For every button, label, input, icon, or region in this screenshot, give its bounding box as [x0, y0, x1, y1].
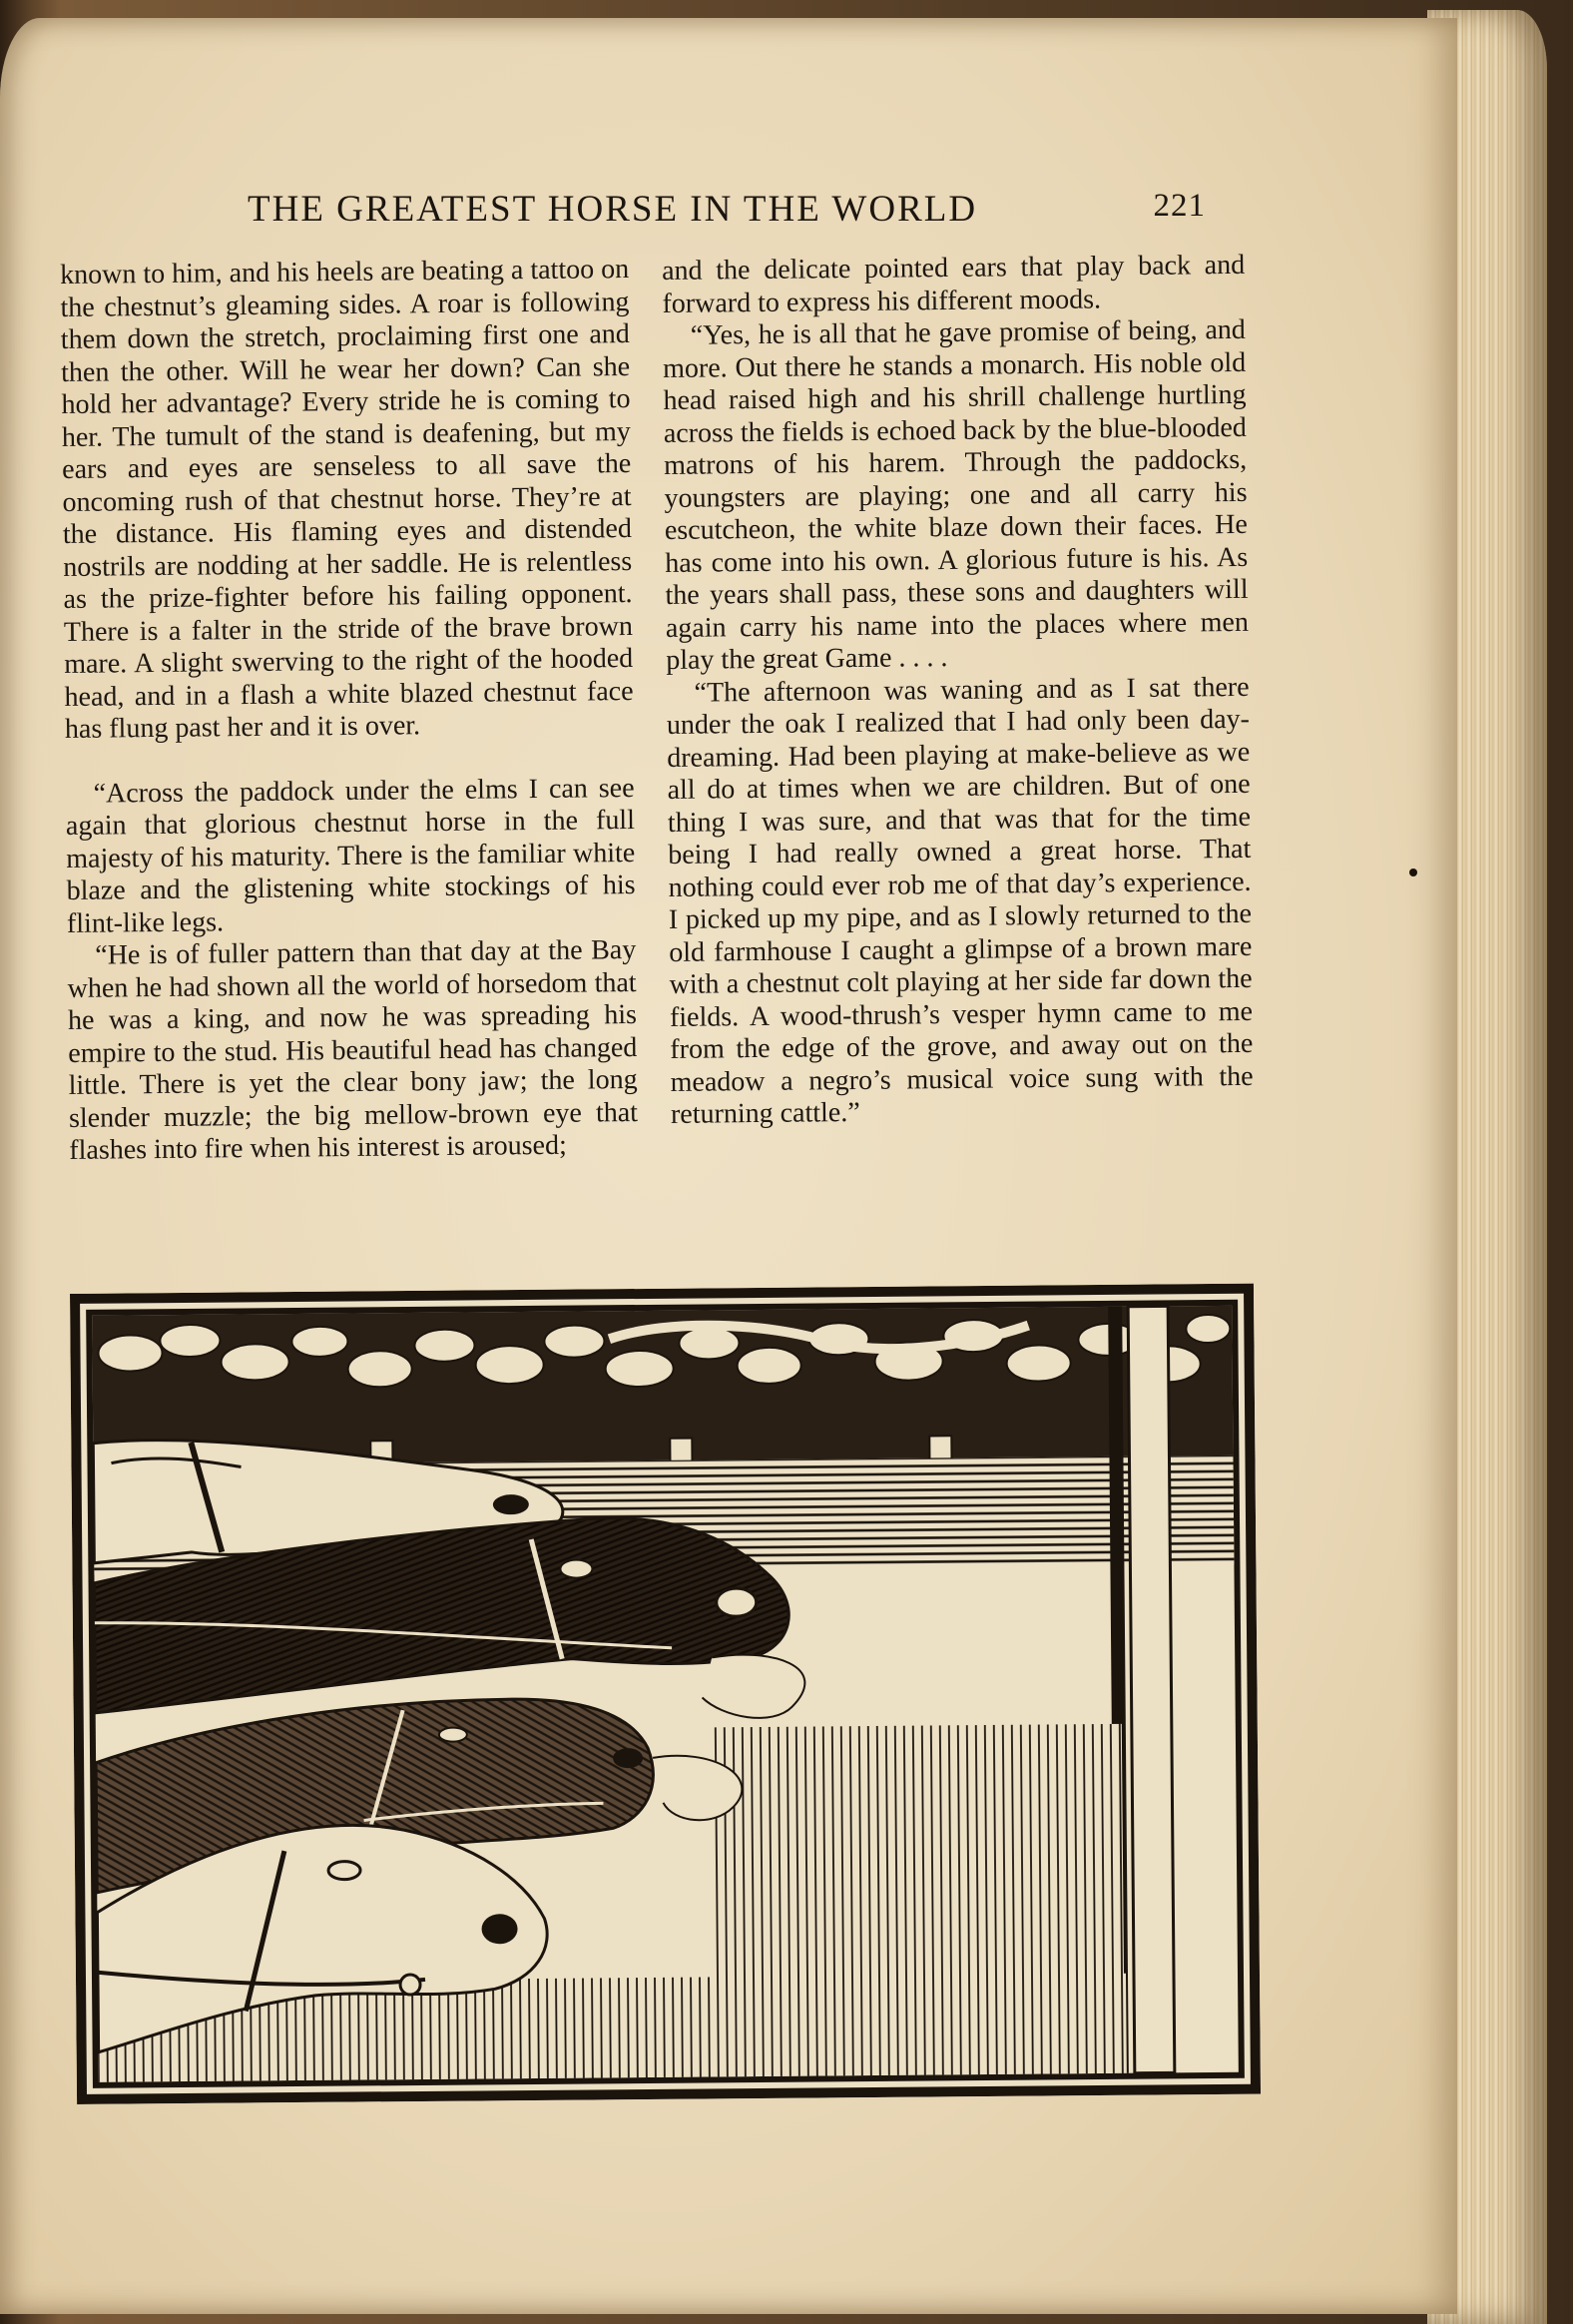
tree-canopy: [92, 1306, 1233, 1465]
left-column: [60, 254, 638, 1167]
book-page: [0, 18, 1457, 2314]
paragraph: “He is of fuller pattern than that day at the Bay when he had shown all the world of horsedom that he was a king, and now he was spreading his empire to the stud. His beautiful head has changed little. There is yet the clear bony jaw; the long slender muzzle; the big mellow-brown eye that flashes into fire when his interest is aroused;: [67, 933, 639, 1166]
paragraph: and the delicate pointed ears that play back and forward to express his different moods.: [662, 249, 1246, 319]
paragraph: “Across the paddock under the elms I can see again that glorious chestnut horse in the full majesty of his maturity. There is the familiar white blaze and the glistening white stockings of his flint-like legs.: [65, 772, 636, 939]
paragraph: “Yes, he is all that he gave promise of being, and more. Out there he stands a monarch. His noble old head raised high and his shrill challenge hurtling across the fields is echoed back by the blue-blooded matrons of his harem. Through the paddocks, youngsters are playing; one and all carry his escutcheon, the white blaze down their faces. He has come into his own. A glorious future is his. As the years shall pass, these sons and daughters will again carry his name into the places where men play the great Game . . . .: [663, 313, 1250, 676]
page-header: [248, 188, 1226, 248]
horse-heads-woodcut: [70, 1284, 1261, 2104]
woodcut-illustration: [70, 1284, 1261, 2104]
right-column: [662, 250, 1254, 1132]
paragraph: known to him, and his heels are beating a tattoo on the chestnut’s gleaming sides. A roar is following them down the stretch, proclaiming first one and then the other. Will he wear her down? Can she hold her advantage? Every stride he is coming to her. The tumult of the stand is deafening, but my ears and eyes are senseless to all save the oncoming rush of that chestnut horse. They’re at the distance. His flaming eyes and distended nostrils are nodding at her saddle. He is relentless as the prize-fighter before his failing opponent. There is a falter in the stride of the brave brown mare. A slight swerving to the right of the hooded head, and in a flash a white blazed chestnut face has flung past her and it is over.: [60, 254, 634, 745]
page-number: 221: [1153, 188, 1206, 224]
running-title: THE GREATEST HORSE IN THE WORLD: [248, 189, 978, 230]
paragraph: “The afternoon was waning and as I sat there under the oak I realized that I had only been day-dreaming. Had been playing at make-believe as we all do at times when we are children. But of one thing I was sure, and that was that for the time being I had really owned a great horse. That nothing could ever rob me of that day’s experience. I picked up my pipe, and as I slowly returned to the old farmhouse I caught a glimpse of a brown mare with a chestnut colt playing at her side far down the fields. A wood-thrush’s vesper hymn came to me from the edge of the grove, and away out on the meadow a negro’s musical voice sung with the returning cattle.”: [666, 671, 1254, 1130]
ink-speck: [1409, 869, 1417, 876]
